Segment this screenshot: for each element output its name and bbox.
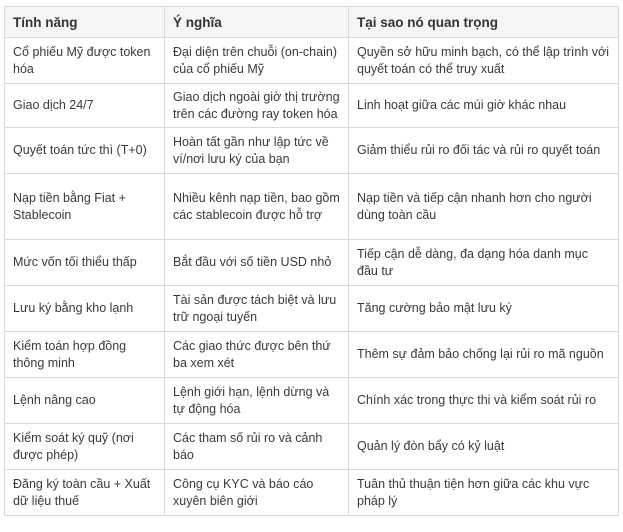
table-row <box>5 128 619 174</box>
cell-meaning: Giao dịch ngoài giờ thị trường trên các đường ray token hóa <box>165 84 349 128</box>
table-row <box>5 174 619 240</box>
cell-meaning: Tài sản được tách biệt và lưu trữ ngoại tuyến <box>165 286 349 332</box>
cell-importance: Thêm sự đảm bảo chống lại rủi ro mã nguồn <box>349 332 619 378</box>
cell-feature: Giao dịch 24/7 <box>5 84 165 128</box>
cell-feature: Mức vốn tối thiểu thấp <box>5 240 165 286</box>
cell-meaning: Các giao thức được bên thứ ba xem xét <box>165 332 349 378</box>
cell-importance: Giảm thiểu rủi ro đối tác và rủi ro quyết toán <box>349 128 619 174</box>
cell-importance: Tăng cường bảo mật lưu ký <box>349 286 619 332</box>
cell-feature: Kiểm soát ký quỹ (nơi được phép) <box>5 424 165 470</box>
header-importance: Tại sao nó quan trọng <box>349 7 619 38</box>
header-meaning: Ý nghĩa <box>165 7 349 38</box>
cell-meaning: Lệnh giới hạn, lệnh dừng và tự động hóa <box>165 378 349 424</box>
cell-importance: Tiếp cận dễ dàng, đa dạng hóa danh mục đầu tư <box>349 240 619 286</box>
cell-importance: Quản lý đòn bẩy có kỷ luật <box>349 424 619 470</box>
table-row <box>5 424 619 470</box>
table-row <box>5 240 619 286</box>
cell-meaning: Hoàn tất gần như lập tức về ví/nơi lưu ký của bạn <box>165 128 349 174</box>
cell-importance: Tuân thủ thuận tiện hơn giữa các khu vực pháp lý <box>349 470 619 516</box>
cell-meaning: Các tham số rủi ro và cảnh báo <box>165 424 349 470</box>
header-feature: Tính năng <box>5 7 165 38</box>
cell-feature: Nạp tiền bằng Fiat + Stablecoin <box>5 174 165 240</box>
cell-importance: Linh hoạt giữa các múi giờ khác nhau <box>349 84 619 128</box>
cell-importance: Nạp tiền và tiếp cận nhanh hơn cho người dùng toàn cầu <box>349 174 619 240</box>
cell-feature: Kiểm toán hợp đồng thông minh <box>5 332 165 378</box>
cell-meaning: Công cụ KYC và báo cáo xuyên biên giới <box>165 470 349 516</box>
cell-feature: Lưu ký bằng kho lạnh <box>5 286 165 332</box>
cell-feature: Quyết toán tức thì (T+0) <box>5 128 165 174</box>
table-row <box>5 84 619 128</box>
table-row <box>5 378 619 424</box>
cell-importance: Quyền sở hữu minh bạch, có thể lập trình với quyết toán có thể truy xuất <box>349 38 619 84</box>
table-row <box>5 38 619 84</box>
cell-meaning: Đại diện trên chuỗi (on-chain) của cổ phiếu Mỹ <box>165 38 349 84</box>
cell-feature: Lệnh nâng cao <box>5 378 165 424</box>
cell-feature: Cổ phiếu Mỹ được token hóa <box>5 38 165 84</box>
cell-meaning: Nhiều kênh nạp tiền, bao gồm các stablecoin được hỗ trợ <box>165 174 349 240</box>
feature-table <box>4 6 619 516</box>
cell-importance: Chính xác trong thực thi và kiểm soát rủi ro <box>349 378 619 424</box>
feature-table-container <box>4 6 618 516</box>
table-row <box>5 470 619 516</box>
table-header-row <box>5 7 619 38</box>
table-row <box>5 332 619 378</box>
cell-feature: Đăng ký toàn cầu + Xuất dữ liệu thuế <box>5 470 165 516</box>
table-row <box>5 286 619 332</box>
cell-meaning: Bắt đầu với số tiền USD nhỏ <box>165 240 349 286</box>
